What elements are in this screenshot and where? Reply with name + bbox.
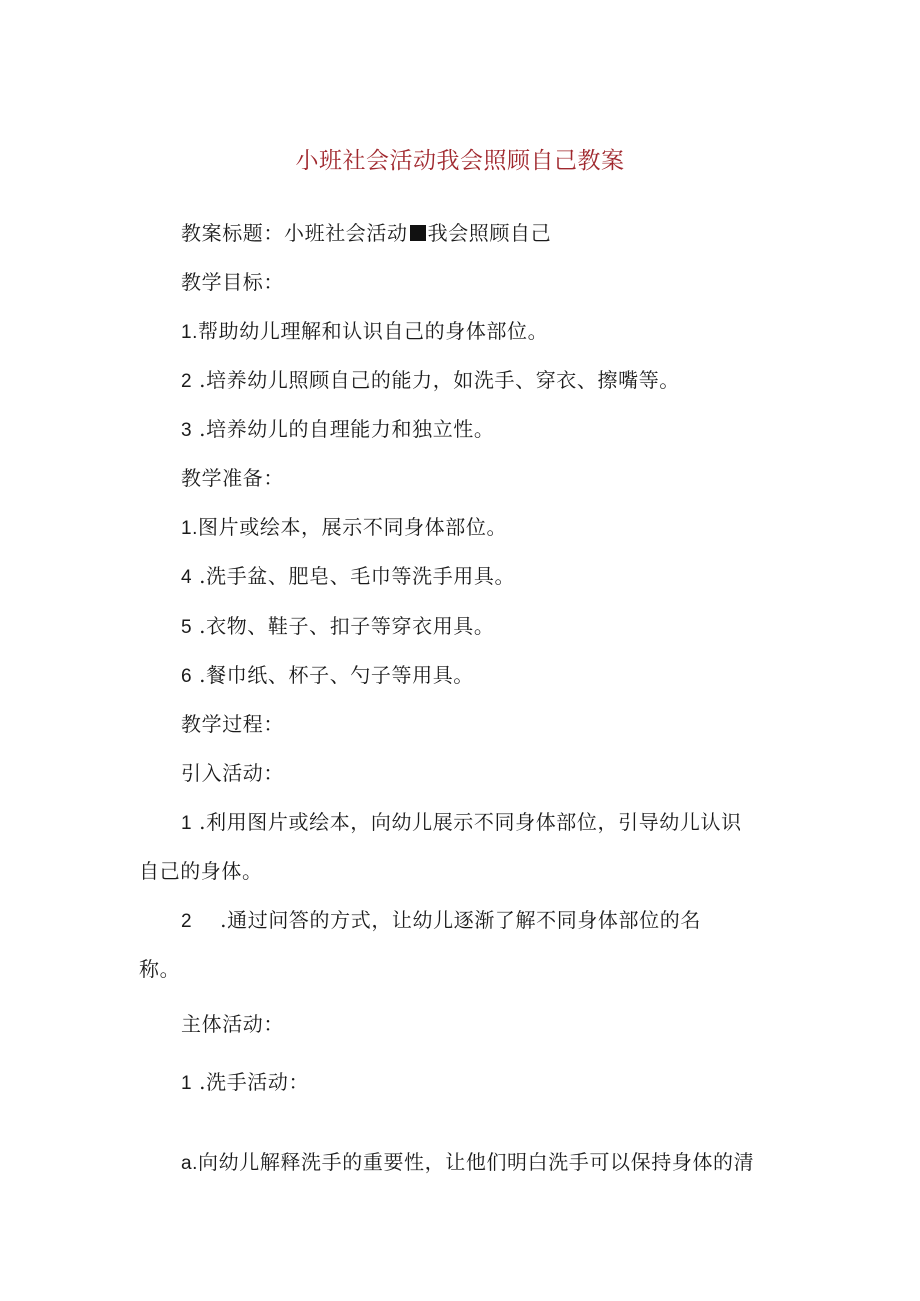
- intro-item-line: [181, 906, 701, 936]
- heading-label: 教案标题：小班社会活动: [181, 221, 408, 245]
- goal-number: 2: [181, 371, 193, 392]
- black-square-icon: [410, 225, 426, 241]
- main-label: 主体活动：: [181, 1012, 284, 1036]
- intro-item-continuation: 自己的身体。: [139, 859, 263, 883]
- prep-text: .衣物、鞋子、扣子等穿衣用具。: [199, 614, 495, 638]
- prep-label: 教学准备：: [181, 466, 284, 490]
- main-number: 1: [181, 1073, 193, 1094]
- prep-number: 1.: [181, 518, 199, 539]
- sub-item-text: 向幼儿解释洗手的重要性，让他们明白洗手可以保持身体的清: [198, 1150, 755, 1174]
- goal-item: [181, 317, 548, 347]
- goal-text: .培养幼儿的自理能力和独立性。: [199, 417, 495, 441]
- prep-text: 图片或绘本，展示不同身体部位。: [198, 515, 508, 539]
- intro-item-line: [181, 808, 742, 838]
- document-title: 小班社会活动我会照顾自己教案: [295, 148, 625, 174]
- lesson-heading: [181, 219, 551, 247]
- intro-text: .利用图片或绘本，向幼儿展示不同身体部位，引导幼儿认识: [199, 810, 742, 834]
- prep-item: [181, 612, 495, 642]
- sub-item-marker: a.: [181, 1153, 199, 1174]
- prep-number: 5: [181, 617, 193, 638]
- intro-label: 引入活动：: [181, 761, 284, 785]
- goal-number: 1.: [181, 322, 199, 343]
- goals-label: 教学目标：: [181, 270, 284, 294]
- prep-number: 6: [181, 666, 193, 687]
- intro-item-continuation: 称。: [139, 957, 181, 981]
- prep-item: [181, 562, 515, 592]
- intro-number: 1: [181, 813, 193, 834]
- goal-number: 3: [181, 420, 193, 441]
- process-label: 教学过程：: [181, 712, 284, 736]
- prep-text: .洗手盆、肥皂、毛巾等洗手用具。: [199, 564, 516, 588]
- intro-text: .通过问答的方式，让幼儿逐渐了解不同身体部位的名: [220, 908, 701, 932]
- prep-item: [181, 661, 474, 691]
- goal-text: 帮助幼儿理解和认识自己的身体部位。: [198, 319, 549, 343]
- main-item: [181, 1068, 309, 1098]
- heading-rest: 我会照顾自己: [427, 221, 552, 245]
- sub-item: [181, 1148, 754, 1178]
- prep-number: 4: [181, 567, 193, 588]
- goal-item: [181, 366, 680, 396]
- main-text: .洗手活动：: [199, 1070, 310, 1094]
- prep-item: [181, 513, 507, 543]
- goal-item: [181, 415, 495, 445]
- prep-text: .餐巾纸、杯子、勺子等用具。: [199, 663, 474, 687]
- intro-number: 2: [181, 911, 193, 932]
- goal-text: .培养幼儿照顾自己的能力，如洗手、穿衣、擦嘴等。: [199, 368, 680, 392]
